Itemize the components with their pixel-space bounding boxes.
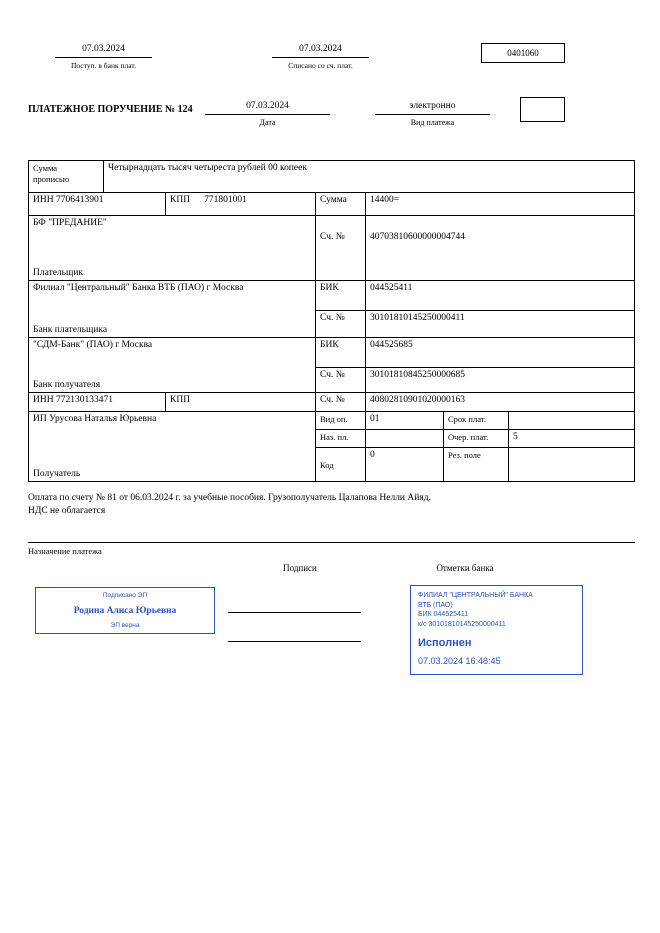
payment-table: [28, 160, 635, 482]
bank-marks-label: Отметки банка: [436, 563, 494, 573]
bank-stamp-line-1: ФИЛИАЛ "ЦЕНТРАЛЬНЫЙ" БАНКА: [418, 592, 533, 599]
purpose-label: Назначение платежа: [28, 546, 102, 556]
purpose-code-label: Наз. пл.: [316, 430, 366, 447]
status-code-box: [520, 97, 565, 122]
signature-line-2: [228, 641, 361, 642]
beneficiary-row: [29, 412, 634, 481]
signature-stamp-header: Подписано ЭП: [102, 592, 148, 599]
payer-bank-row: [29, 281, 634, 338]
due-date-value: [509, 412, 634, 429]
signature-valid-label: ЭП верна: [110, 622, 140, 629]
date-debited-label: Списано со сч. плат.: [288, 61, 353, 70]
payer-row: [29, 216, 634, 281]
payment-kind-field: [375, 101, 490, 127]
priority-label: Очер. плат.: [444, 430, 509, 447]
payer-kpp: КПП 771801001: [166, 193, 316, 215]
code-value: 0: [366, 448, 444, 481]
purpose-code-value: [366, 430, 444, 447]
signatures-label: Подписи: [283, 563, 317, 573]
beneficiary-bank-account: 30101810845250000685: [370, 370, 465, 380]
beneficiary-bank-row: [29, 338, 634, 393]
payment-kind-label: Вид платежа: [410, 118, 455, 127]
payer-account: 40703810600000004744: [370, 232, 465, 242]
date-debited-value: 07.03.2024: [272, 44, 369, 58]
payer-bank-account: 30101810145250000411: [370, 313, 465, 323]
op-type-value: 01: [366, 412, 444, 429]
payment-kind-value: электронно: [375, 101, 490, 115]
beneficiary-account: 40802810901020000163: [370, 395, 465, 405]
beneficiary-account-label: Сч. №: [316, 393, 366, 411]
beneficiary-bank-bik-label: БИК: [316, 338, 366, 367]
beneficiary-section-label: Получатель: [33, 469, 81, 479]
bank-stamp-line-2: ВТБ (ПАО): [418, 601, 453, 609]
beneficiary-bank-name: "СДМ-Банк" (ПАО) г Москва: [33, 340, 153, 350]
priority-value: 5: [513, 432, 518, 442]
payer-section-label: Плательщик: [33, 268, 84, 278]
execution-status: Исполнен: [418, 637, 472, 649]
date-debited-field: [272, 44, 369, 70]
sum-value: 14400=: [370, 195, 400, 205]
beneficiary-bank-account-label: Сч. №: [316, 368, 366, 392]
payer-inn-row: [29, 193, 634, 216]
reserve-label: Рез. поле: [444, 448, 509, 481]
code-label: Код: [316, 448, 366, 481]
payer-bank-section-label: Банк плательщика: [33, 325, 108, 335]
bank-stamp-corr-account: к/с 30101810145250000411: [418, 620, 506, 628]
amount-words-label: Сумма прописью: [29, 161, 104, 192]
beneficiary-bank-cell: [29, 338, 316, 392]
amount-words-row: [29, 161, 634, 193]
signer-name: Родина Алиса Юрьевна: [73, 605, 177, 616]
payer-bank-name: Филиал "Центральный" Банка ВТБ (ПАО) г Москва: [33, 283, 244, 293]
amount-words-value: Четырнадцать тысяч четыреста рублей 00 копеек: [108, 163, 307, 173]
op-type-label: Вид оп.: [316, 412, 366, 429]
digital-signature-stamp: [35, 587, 215, 634]
bank-stamp-bik: БИК 044525411: [418, 611, 469, 618]
payer-account-label: Сч. №: [316, 216, 366, 280]
purpose-line-1: Оплата по счету № 81 от 06.03.2024 г. за учебные пособия. Грузополучатель Цалапова Нелли Айяд.: [28, 493, 431, 503]
beneficiary-bank-bik: 044525685: [370, 340, 413, 350]
date-received-value: 07.03.2024: [55, 44, 152, 58]
reserve-value: [509, 448, 634, 481]
execution-datetime: 07.03.2024 16:48:45: [418, 656, 501, 666]
payer-name: БФ "ПРЕДАНИЕ": [33, 218, 107, 228]
document-date-value: 07.03.2024: [205, 101, 330, 115]
document-title: ПЛАТЕЖНОЕ ПОРУЧЕНИЕ № 124: [28, 104, 193, 115]
due-date-label: Срок плат.: [444, 412, 509, 429]
bank-execution-stamp: [410, 585, 583, 675]
payer-bank-bik: 044525411: [370, 283, 413, 293]
beneficiary-inn-row: [29, 393, 634, 412]
payer-bank-bik-label: БИК: [316, 281, 366, 310]
document-date-field: [205, 101, 330, 127]
payer-cell: [29, 216, 316, 280]
document-date-label: Дата: [259, 118, 276, 127]
payer-bank-account-label: Сч. №: [316, 311, 366, 337]
sum-label: Сумма: [316, 193, 366, 215]
payer-bank-cell: [29, 281, 316, 337]
beneficiary-inn: ИНН 772130133471: [29, 393, 166, 411]
beneficiary-kpp: КПП: [166, 393, 316, 411]
signature-line-1: [228, 612, 361, 613]
beneficiary-bank-section-label: Банк получателя: [33, 380, 101, 390]
payment-purpose-text: [28, 492, 624, 518]
form-code-box: [481, 43, 565, 63]
beneficiary-name: ИП Урусова Наталья Юрьевна: [33, 414, 157, 424]
beneficiary-cell: [29, 412, 316, 481]
purpose-divider: [28, 542, 635, 543]
date-received-label: Поступ. в банк плат.: [71, 61, 136, 70]
date-received-field: [55, 44, 152, 70]
form-code-value: 0401060: [507, 48, 539, 58]
payer-inn: ИНН 7706413901: [29, 193, 166, 215]
purpose-line-2: НДС не облагается: [28, 506, 106, 516]
